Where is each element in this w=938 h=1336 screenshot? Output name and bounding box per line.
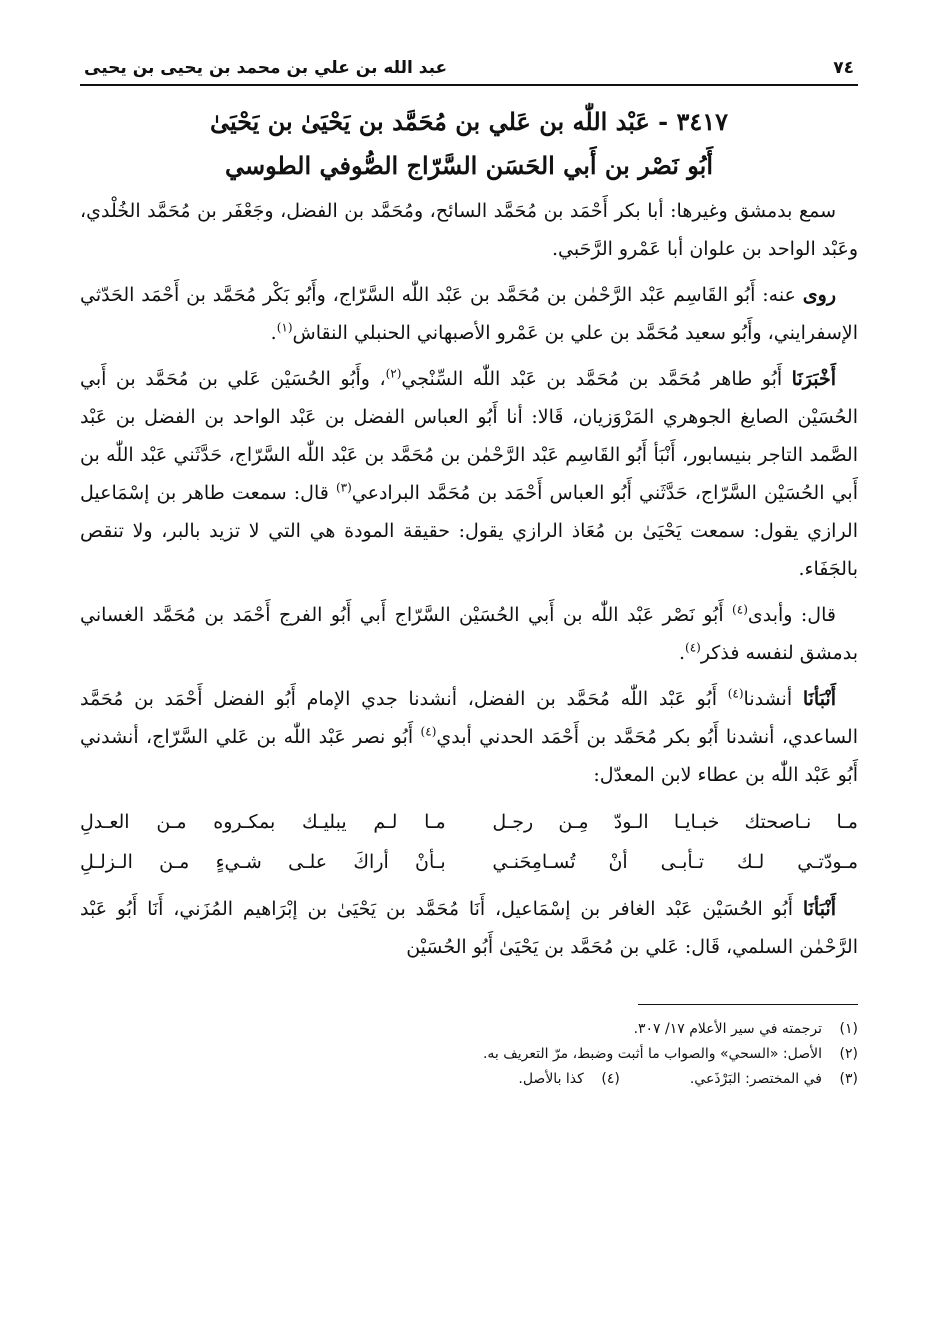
paragraph-narrated xyxy=(80,276,858,352)
paragraph-text: أَبُو نَصْر عَبْد اللّٰه بن أَبي الحُسَيْن السَّرّاج أَبي أَبُو الفرج أَحْمَد بن مُحَمَّد الغساني بدمشق لنفسه فذكر xyxy=(80,604,858,664)
paragraph-anbaana xyxy=(80,680,858,794)
paragraph-text: قال: سمعت طاهر بن إسْمَاعيل الرازي يقول: سمعت يَحْيَىٰ بن مُعَاذ الرازي يقول: حقيقة المودة هي التي لا تزيد بالبر، ولا تنقص بالجَفَاء. xyxy=(80,482,858,580)
paragraph-text: أَبُو عَبْد اللّٰه مُحَمَّد بن الفضل، أنشدنا جدي الإمام أَبُو الفضل أَحْمَد بن مُحَمَّد الساعدي، أنشدنا أَبُو بكر مُحَمَّد بن أَحْمَد الحدني أبدي xyxy=(80,688,858,748)
paragraph-qal xyxy=(80,596,858,672)
header-rule xyxy=(80,84,858,86)
paragraph-closing xyxy=(80,890,858,966)
book-page xyxy=(80,58,858,1276)
paragraph-lead: أَنْبَأنَا xyxy=(802,898,836,920)
footnote xyxy=(80,1042,858,1067)
poem-verse xyxy=(80,842,858,882)
paragraph-akhbarana xyxy=(80,360,858,588)
poem-second-hemistich: مـا لـم يبليـك بمكـروه مـن العـدلِ xyxy=(80,811,446,833)
poem-first-hemistich: مـا نـاصحتك خبـايـا الـودّ مِـن رجـل xyxy=(492,811,858,833)
footnote xyxy=(80,1017,858,1042)
paragraph-text: أَبُو طاهر مُحَمَّد بن مُحَمَّد بن عَبْد اللّٰه السِّنْجي xyxy=(401,368,792,390)
poem xyxy=(80,802,858,882)
paragraph-text: ، وأَبُو الحُسَيْن عَلي بن مُحَمَّد بن أَبي الحُسَيْن الصايغ الجوهري المَرْوَزيان، قَالا: أنا أَبُو العباس الفضل بن عَبْد الواحد بن الفضل بن عَبْد الصَّمد التاجر بنيسابور، أَنْبَأ أَبُو القَاسِم عَبْد الرَّحْمٰن بن مُحَمَّد بن عَبْد اللّٰه السَّرّاج، حَدَّثَني عَبْد اللّٰه بن أَبي الحُسَيْن السَّرّاج، حَدَّثَني أَبُو العباس أَحْمَد بن مُحَمَّد البرادعي xyxy=(80,368,859,504)
footnote-text: في المختصر: البَرْذَعي. xyxy=(689,1071,822,1087)
paragraph-text: عنه: أَبُو القَاسِم عَبْد الرَّحْمٰن بن مُحَمَّد بن عَبْد اللّٰه السَّرّاج، وأَبُو بَكْر مُحَمَّد بن أَحْمَد الحَدّثي الإسفرايني، وأَبُو سعيد مُحَمَّد بن علي بن عَمْرو الأصبهاني الحنبلي النقاش xyxy=(80,284,858,344)
paragraph-text: . xyxy=(270,322,277,344)
paragraph-lead: روى xyxy=(802,284,836,306)
footnote-number: (٣) xyxy=(839,1071,858,1087)
footnote-number: (٢) xyxy=(839,1046,858,1062)
footnote-number: (٤) xyxy=(601,1071,620,1087)
paragraph-lead: أَخْبَرَنَا xyxy=(791,368,836,390)
paragraph-text: . xyxy=(678,642,685,664)
poem-verse xyxy=(80,802,858,842)
footnote-ref: (٢) xyxy=(385,366,402,381)
paragraph-heard xyxy=(80,192,858,268)
footnote-ref: (٤) xyxy=(685,640,701,655)
paragraph-text: قال: وأبدى xyxy=(747,604,836,626)
footnote-text: الأصل: «السحي» والصواب ما أثبت وضبط، مرّ التعريف به. xyxy=(482,1046,822,1062)
footnote-text: كذا بالأصل. xyxy=(518,1071,584,1087)
running-title: عبد الله بن علي بن محمد بن يحيى بن يحيى xyxy=(84,58,448,78)
footnote xyxy=(80,1067,858,1092)
paragraph-text: أَبُو نصر عَبْد اللّٰه بن عَلي السَّرّاج، أنشدني أَبُو عَبْد اللّٰه بن عطاء لابن المعدّل: xyxy=(80,726,858,786)
paragraph-text: أنشدنا xyxy=(743,688,803,710)
poem-second-hemistich: بـأنْ أراكَ علـى شـيءٍ مـن الـزلـلِ xyxy=(80,851,446,873)
page-number: ٧٤ xyxy=(833,58,854,78)
entry-title-line-2: أَبُو نَصْر بن أَبي الحَسَن السَّرّاج الصُّوفي الطوسي xyxy=(224,151,714,180)
entry-title xyxy=(80,100,858,188)
running-header xyxy=(80,58,858,84)
footnote-ref: (٤) xyxy=(727,686,744,701)
footnote-ref: (٤) xyxy=(420,724,437,739)
footnote-ref: (٤) xyxy=(732,602,748,617)
footnotes xyxy=(80,1017,858,1092)
paragraph-text: أَبُو الحُسَيْن عَبْد الغافر بن إسْمَاعيل، أَنَا مُحَمَّد بن يَحْيَىٰ بن إبْرَاهيم المُزَني، أَنَا أَبُو عَبْد الرَّحْمٰن السلمي، قَال: عَلي بن مُحَمَّد بن يَحْيَىٰ أَبُو الحُسَيْن xyxy=(80,898,858,958)
footnote-text: ترجمته في سير الأعلام ١٧/ ٣٠٧. xyxy=(633,1021,822,1037)
footnote-number: (١) xyxy=(839,1021,858,1037)
entry-title-line-1: ٣٤١٧ - عَبْد اللّٰه بن عَلي بن مُحَمَّد بن يَحْيَىٰ بن يَحْيَىٰ xyxy=(209,107,729,136)
footnote-ref: (١) xyxy=(276,320,293,335)
poem-first-hemistich: مـودّتـي لـك تـأبـى أنْ تُسـامِحَنـي xyxy=(492,851,858,873)
footnote-ref: (٣) xyxy=(335,480,352,495)
paragraph-text: سمع بدمشق وغيرها: أبا بكر أَحْمَد بن مُحَمَّد السائح، ومُحَمَّد بن الفضل، وجَعْفَر بن مُحَمَّد الخُلْدي، وعَبْد الواحد بن علوان أبا عَمْرو الرَّحَبي. xyxy=(80,200,858,260)
footnote-rule xyxy=(638,1004,858,1005)
paragraph-lead: أَنْبَأنَا xyxy=(802,688,836,710)
